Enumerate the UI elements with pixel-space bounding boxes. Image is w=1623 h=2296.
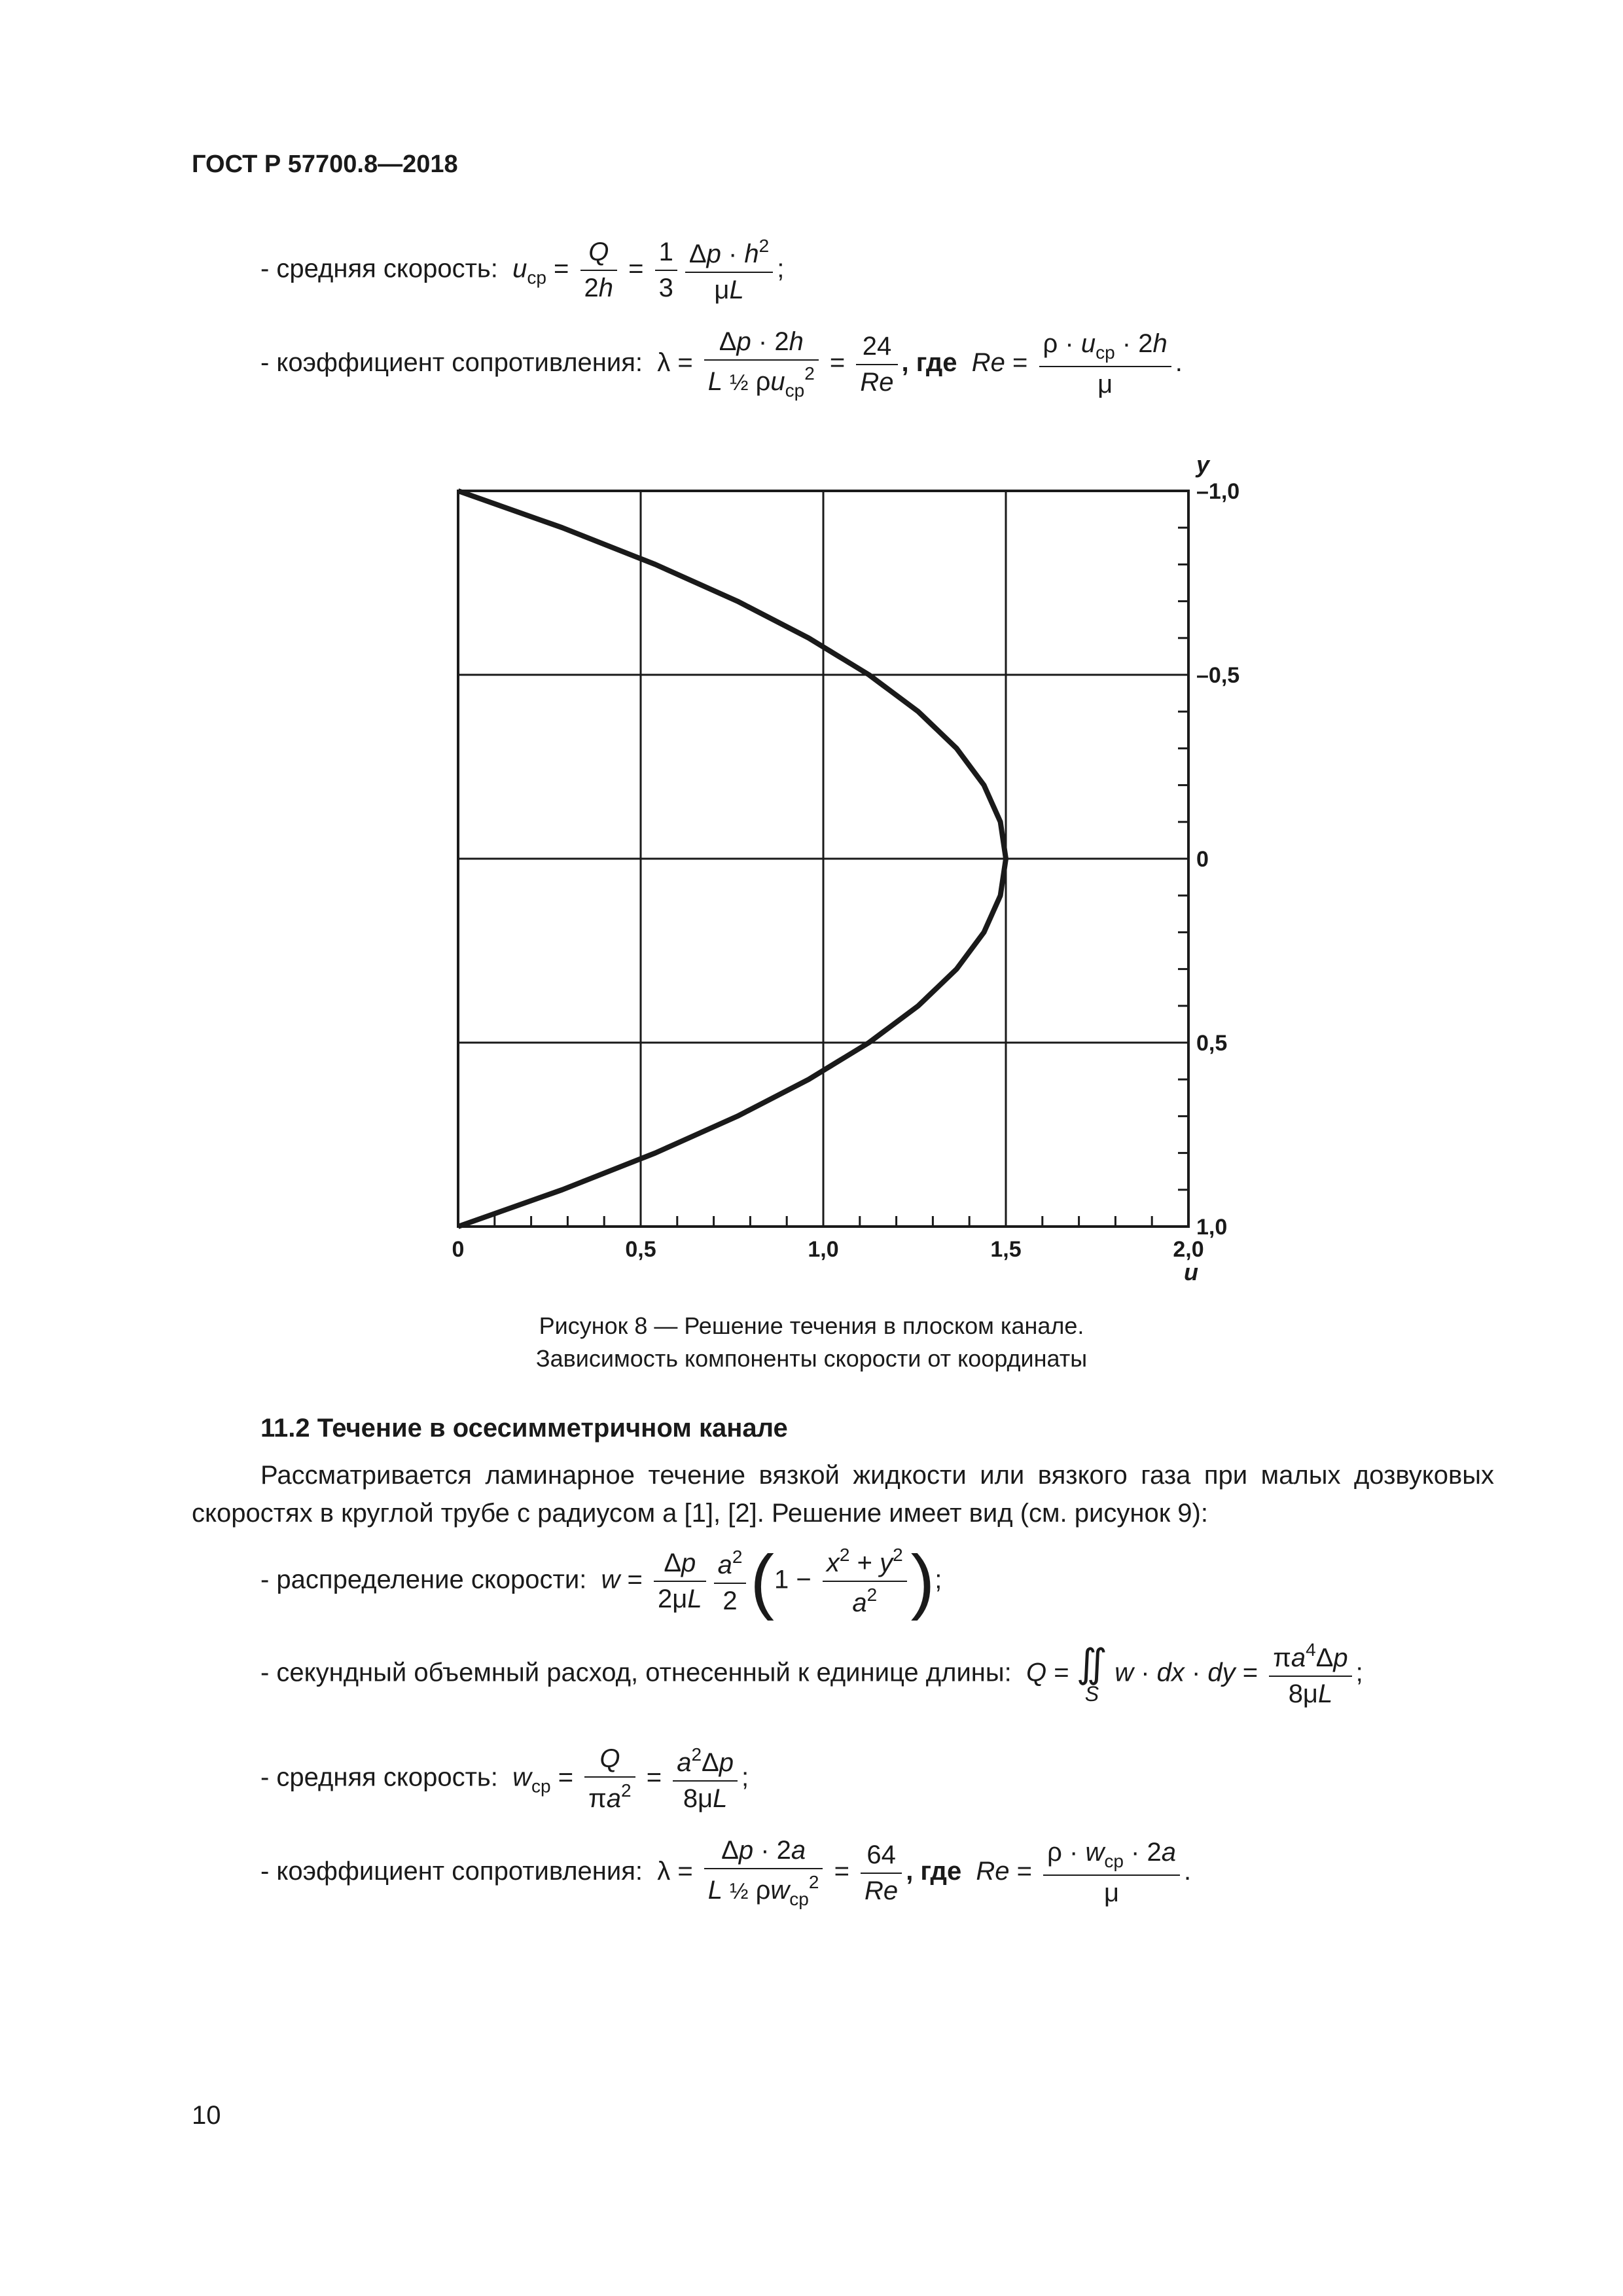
y-tick-label: –0,5 [1196,663,1240,688]
x-tick-label: 0 [452,1237,465,1262]
formula-resistance-top: - коэффициент сопротивления: λ = $\frac{\Delta p \cdot 2h}{L \frac{1}{2} \rho u_{ср}^2}$ = $\frac{24}{Re}$ , где Re = $\frac{\rho \cdot u_{ср} \cdot 2h}{\mu}$ . [260,327,1183,401]
page-number: 10 [192,2101,221,2130]
y-tick-label: 1,0 [1196,1215,1228,1240]
figure-caption-line2: Зависимость компоненты скорости от координаты [535,1345,1088,1372]
x-tick-label: 0,5 [625,1237,656,1262]
y-axis-label: y [1196,451,1210,478]
formula-volumetric-flow: - секундный объемный расход, отнесенный к единице длины: Q = ∬ S w · dx · dy = $\frac{\pi a^4\Delta p}{8\mu L}$ ; [260,1640,1363,1708]
x-tick-label: 1,5 [990,1237,1022,1262]
formula-avg-speed-top: - средняя скорость: $u_{ср}$ = $\frac{Q}{2h}$ = $\frac{1}{3}$ $\frac{\Delta p \cdot h^2}{\mu L}$ ; [260,236,785,304]
resist-label-bottom: - коэффициент сопротивления: [260,1857,643,1886]
y-tick-label: 0,5 [1196,1031,1228,1056]
x-tick-label: 2,0 [1173,1237,1204,1262]
y-tick-label: –1,0 [1196,479,1240,504]
flow-label: - секундный объемный расход, отнесенный к единице длины: [260,1658,1012,1687]
x-axis-label: u [1184,1259,1198,1285]
resist-label-top: - коэффициент сопротивления: [260,348,643,378]
y-tick-label: 0 [1196,847,1209,872]
formula-velocity-distribution: - распределение скорости: w = $\frac{\Delta p}{2\mu L}$ $\frac{a^2}{2}$ (1 − $\frac{x^2 + y^2}{a^2}$ ); [260,1541,942,1621]
avg-speed-label-bottom: - средняя скорость: [260,1763,498,1792]
where-bottom: , где [906,1857,962,1886]
formula-avg-speed-bottom: - средняя скорость: $w_{ср}$ = $\frac{Q}{\pi a^2}$ = $\frac{a^2\Delta p}{8\mu L}$ ; [260,1744,749,1813]
section-paragraph: Рассматривается ламинарное течение вязкой жидкости или вязкого газа при малых дозвуковых скоростях в круглой трубе с радиусом а [1], [2]. Решение имеет вид (см. рисунок 9): [192,1461,1494,1528]
dist-label: - распределение скорости: [260,1565,587,1594]
section-title: 11.2 Течение в осесимметричном канале [260,1414,788,1443]
x-tick-label: 1,0 [808,1237,839,1262]
avg-speed-label: - средняя скорость: [260,254,498,283]
velocity-profile-chart [419,445,1283,1296]
figure-caption-line1: Рисунок 8 — Решение течения в плоском канале. [539,1312,1084,1339]
where-top: , где [901,348,957,378]
formula-resistance-bottom: - коэффициент сопротивления: λ = $\frac{\Delta p \cdot 2a}{L \frac{1}{2} \rho w_{ср}^2}$ = $\frac{64}{Re}$ , где Re = $\frac{\rho \cdot w_{ср} \cdot 2a}{\mu}$ . [260,1836,1192,1909]
document-header: ГОСТ Р 57700.8—2018 [192,151,458,178]
